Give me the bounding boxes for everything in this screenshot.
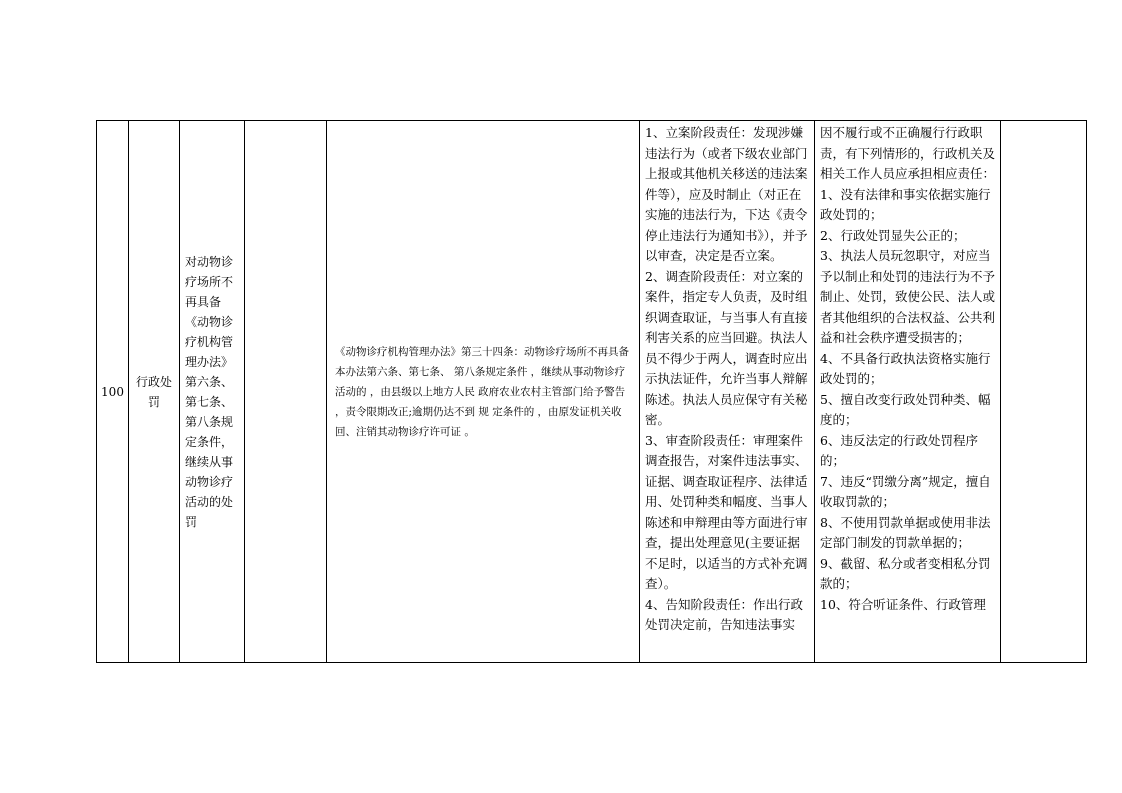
accountability-item: 5、擅自改变行政处罚种类、幅度的； — [820, 391, 991, 427]
responsibility-cell — [640, 121, 815, 663]
empty-cell — [1001, 121, 1087, 663]
accountability-item: 3、执法人员玩忽职守，对应当予以制止和处罚的违法行为不予制止、处罚，致使公民、法人或者其他组织的合法权益、公共利益和社会秩序遭受损害的； — [820, 248, 995, 345]
accountability-list — [820, 121, 995, 662]
accountability-item: 1、没有法律和事实依据实施行政处罚的； — [820, 186, 991, 222]
accountability-item: 10、符合听证条件、行政管理 — [820, 596, 986, 612]
accountability-item: 4、不具备行政执法资格实施行政处罚的； — [820, 350, 991, 386]
responsibility-item: 2、调查阶段责任：对立案的案件，指定专人负责，及时组织调查取证，与当事人有直接利害关系的应当回避。执法人员不得少于两人，调查时应出示执法证件，允许当事人辩解陈述。执法人员应保守有关秘密。 — [645, 268, 808, 427]
responsibility-item: 1、立案阶段责任：发现涉嫌违法行为（或者下级农业部门上报或其他机关移送的违法案件等），应及时制止（对正在实施的违法行为，下达《责令停止违法行为通知书》），并予以审查，决定是否立案。 — [645, 125, 808, 263]
legal-basis: 《动物诊疗机构管理办法》第三十四条：动物诊疗场所不再具备本办法第六条、第七条、 第八条规定条件 ，继续从事动物诊疗活动的 ，由县级以上地方人民 政府农业农村主管部门给予警告 ，责令限期改正;逾期仍达不到 规 定条件的 ，由原发证机关收回、注销其动物诊疗许可证 。 — [327, 121, 640, 663]
accountability-cell — [815, 121, 1001, 663]
accountability-item: 2、行政处罚显失公正的； — [820, 227, 966, 243]
row-number: 100 — [97, 121, 129, 663]
power-category: 行政处罚 — [129, 121, 180, 663]
table-row — [97, 121, 1087, 663]
empty-cell — [245, 121, 327, 663]
accountability-item: 因不履行或不正确履行行政职责，有下列情形的，行政机关及相关工作人员应承担相应责任： — [820, 125, 995, 181]
accountability-item: 9、截留、私分或者变相私分罚款的； — [820, 555, 991, 591]
power-item-name: 对动物诊疗场所不再具备《动物诊疗机构管理办法》第六条、第七条、第八条规定条件，继续从事动物诊疗活动的处罚 — [180, 121, 245, 663]
responsibility-item: 4、告知阶段责任：作出行政处罚决定前，告知违法事实 — [645, 596, 803, 632]
accountability-item: 6、违反法定的行政处罚程序的； — [820, 432, 978, 468]
accountability-item: 7、违反“罚缴分离”规定，擅自收取罚款的； — [820, 473, 991, 509]
accountability-item: 8、不使用罚款单据或使用非法定部门制发的罚款单据的； — [820, 514, 991, 550]
responsibility-list — [645, 121, 809, 662]
power-list-table — [96, 120, 1087, 663]
responsibility-item: 3、审查阶段责任：审理案件调查报告，对案件违法事实、证据、调查取证程序、法律适用、处罚种类和幅度、当事人陈述和申辩理由等方面进行审查，提出处理意见(主要证据不足时，以适当的方式补充调查）。 — [645, 432, 808, 591]
